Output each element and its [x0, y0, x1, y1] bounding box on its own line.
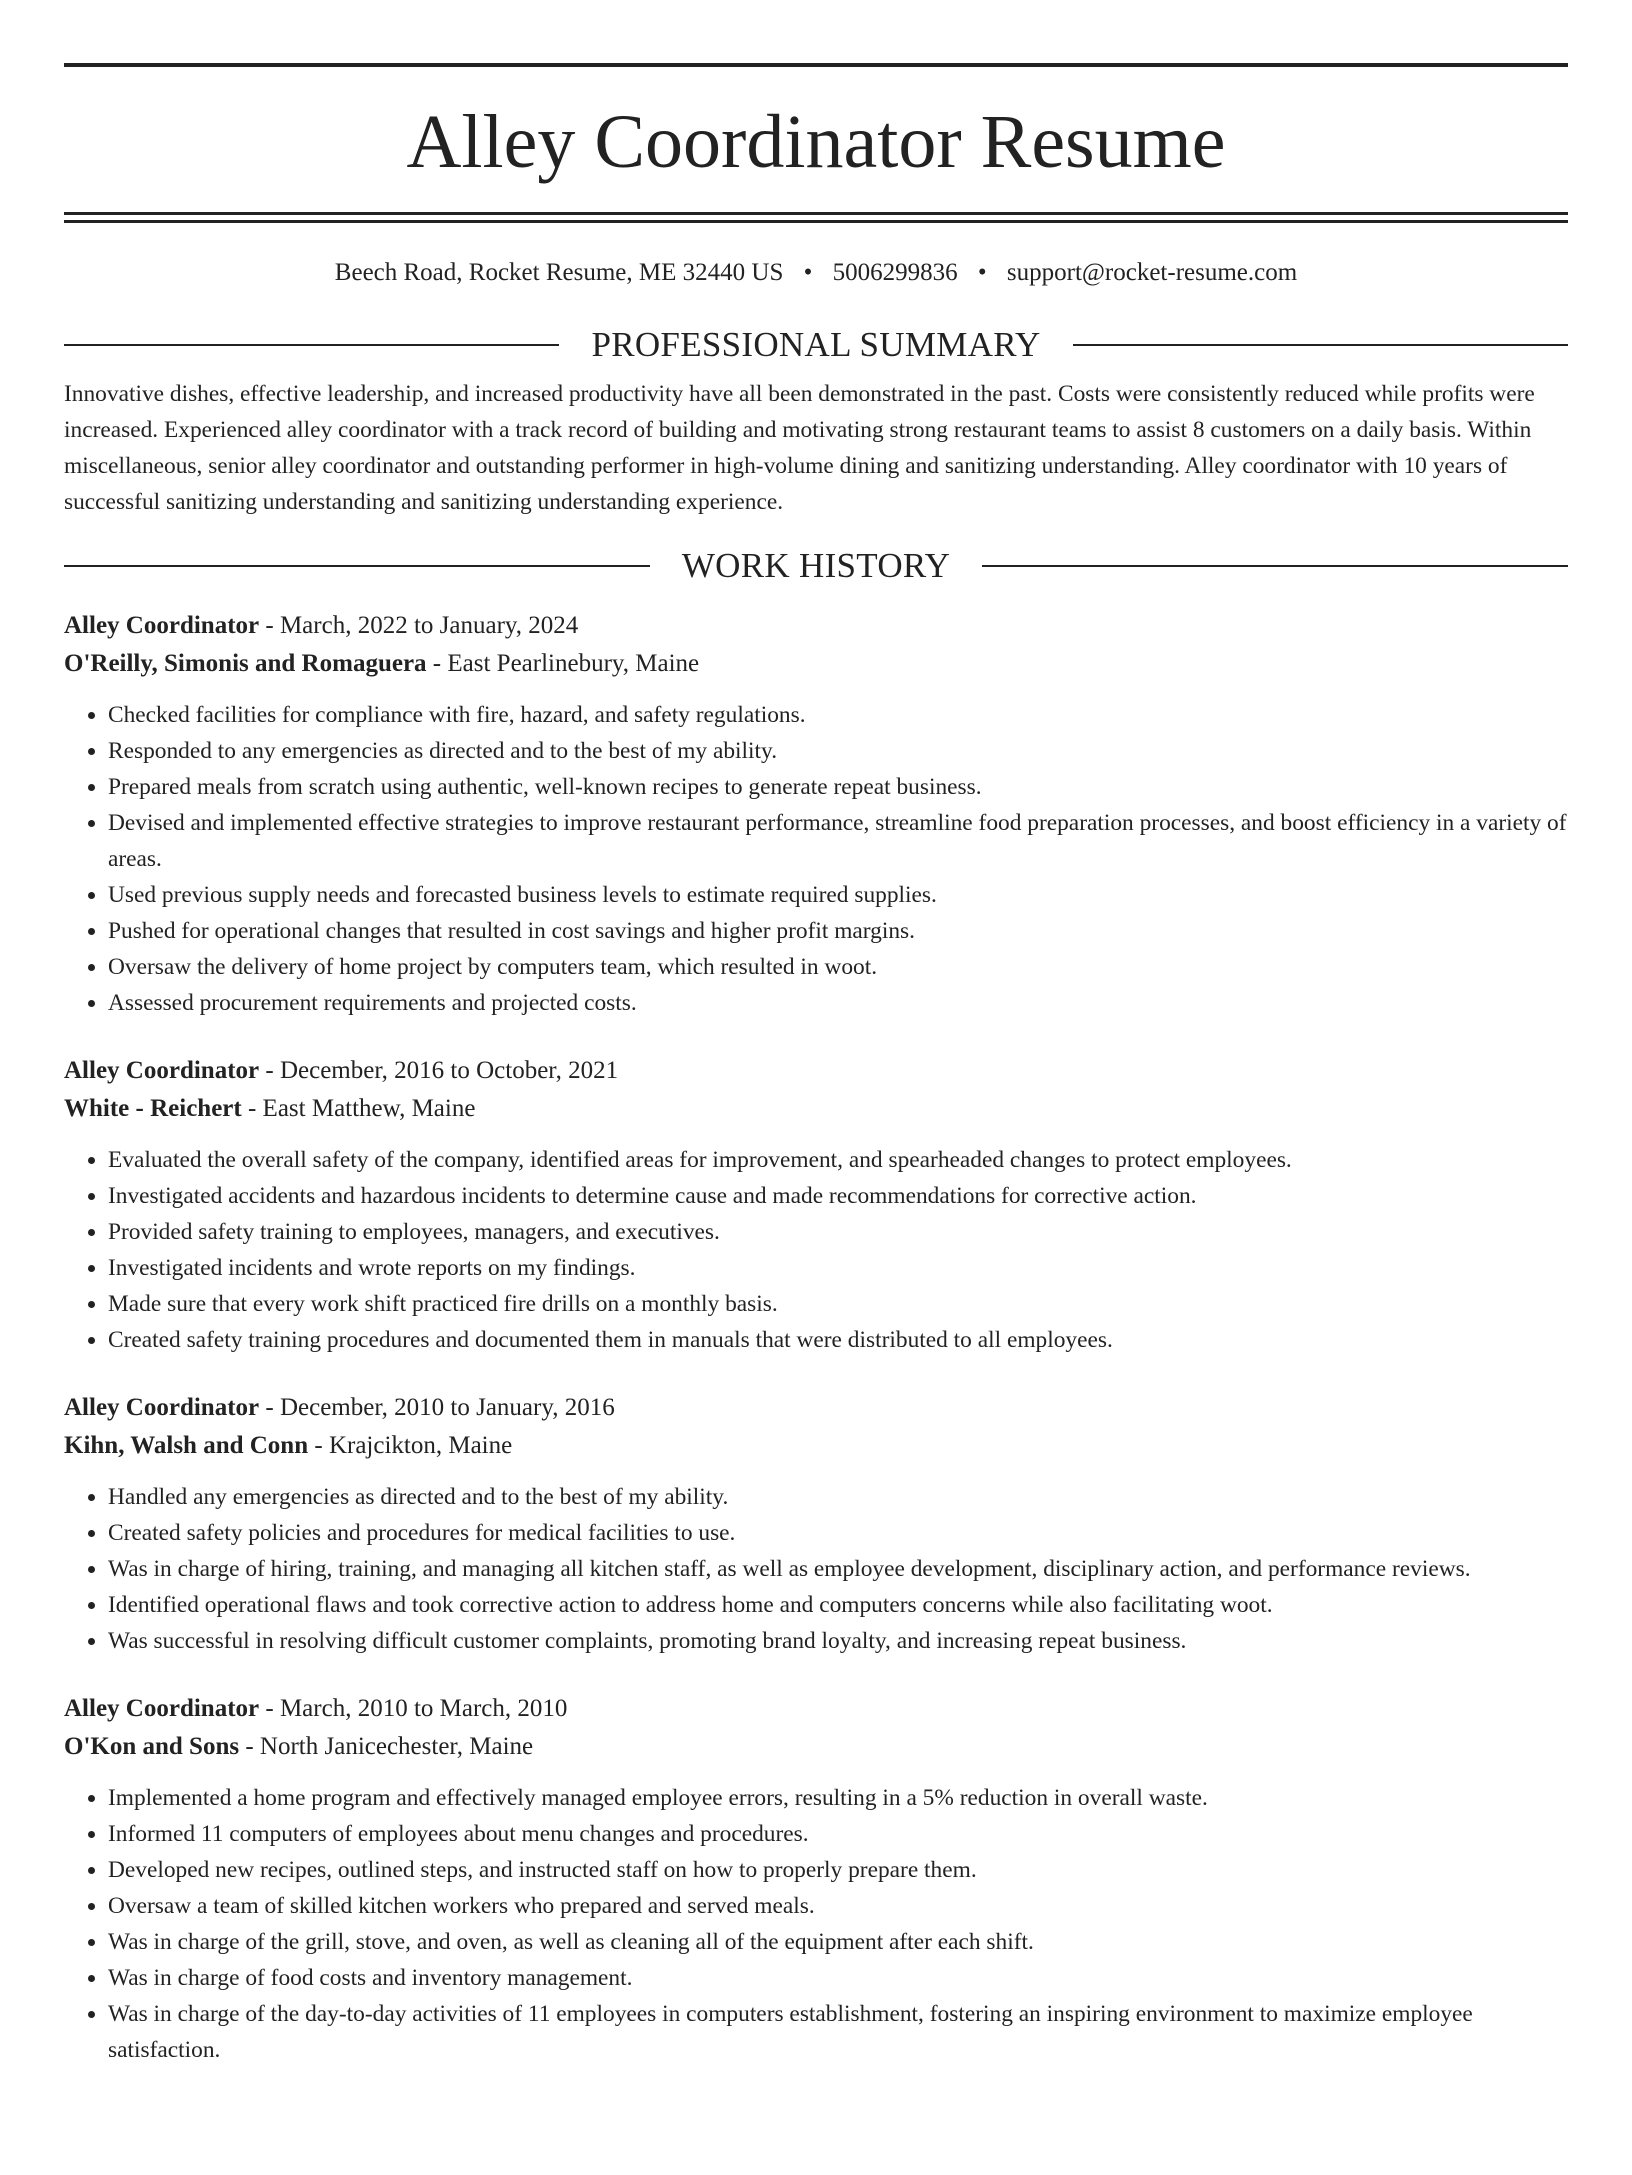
- job-location: - North Janicechester, Maine: [245, 1733, 534, 1761]
- job-bullet: • Oversaw the delivery of home project by computers team, which resulted in woot.: [108, 949, 1568, 985]
- top-rule: [64, 63, 1568, 67]
- summary-heading-label: PROFESSIONAL SUMMARY: [591, 325, 1041, 364]
- job-company-line: [64, 645, 1568, 683]
- contact-separator: •: [803, 259, 813, 286]
- job-bullet: • Identified operational flaws and took corrective action to address home and computers concerns while also facilitating woot.: [108, 1587, 1568, 1623]
- job-company: O'Kon and Sons: [64, 1733, 240, 1761]
- contact-phone: 5006299836: [832, 259, 958, 286]
- job-title: Alley Coordinator: [64, 1394, 260, 1422]
- job-bullet: • Used previous supply needs and forecasted business levels to estimate required supplies.: [108, 877, 1568, 913]
- job-bullet: • Oversaw a team of skilled kitchen workers who prepared and served meals.: [108, 1888, 1568, 1924]
- contact-email: support@rocket-resume.com: [1006, 259, 1298, 286]
- job-bullet: • Created safety training procedures and documented them in manuals that were distributed to all employees.: [108, 1322, 1568, 1358]
- resume-title: Alley Coordinator Resume: [406, 100, 1226, 184]
- job-bullet: • Investigated incidents and wrote reports on my findings.: [108, 1250, 1568, 1286]
- job-bullet: • Was in charge of hiring, training, and managing all kitchen staff, as well as employee development, disciplinary action, and performance reviews.: [108, 1551, 1568, 1587]
- job-dates: - March, 2010 to March, 2010: [265, 1695, 568, 1723]
- job-location: - East Pearlinebury, Maine: [432, 650, 700, 678]
- job-bullet: • Was in charge of the day-to-day activities of 11 employees in computers establishment, fostering an inspiring environment to maximize employee satisfaction.: [108, 1996, 1568, 2068]
- job-bullet: • Was in charge of food costs and inventory management.: [108, 1960, 1568, 1996]
- work-history-heading: [64, 543, 1568, 589]
- contact-line: [64, 256, 1568, 290]
- title-double-rule: [64, 212, 1568, 223]
- job-bullet: • Informed 11 computers of employees about menu changes and procedures.: [108, 1816, 1568, 1852]
- job-dates: - December, 2010 to January, 2016: [265, 1394, 615, 1422]
- job-company: Kihn, Walsh and Conn: [64, 1432, 309, 1460]
- contact-address: Beech Road, Rocket Resume, ME 32440 US: [334, 259, 784, 286]
- job-dates: - March, 2022 to January, 2024: [265, 612, 579, 640]
- job-bullet-list: [64, 1142, 1568, 1358]
- heading-rule-left: [64, 565, 650, 567]
- job-entry: [64, 1690, 1568, 2068]
- job-title: Alley Coordinator: [64, 612, 260, 640]
- job-bullet-list: [64, 697, 1568, 1021]
- job-entry: [64, 1052, 1568, 1358]
- job-company: White - Reichert: [64, 1095, 242, 1123]
- job-location: - Krajcikton, Maine: [314, 1432, 513, 1460]
- job-dates: - December, 2016 to October, 2021: [265, 1057, 619, 1085]
- job-title-line: [64, 1389, 1568, 1427]
- job-bullet: • Assessed procurement requirements and projected costs.: [108, 985, 1568, 1021]
- job-bullet: • Made sure that every work shift practiced fire drills on a monthly basis.: [108, 1286, 1568, 1322]
- job-bullet: • Evaluated the overall safety of the company, identified areas for improvement, and spearheaded changes to protect employees.: [108, 1142, 1568, 1178]
- job-bullet: • Implemented a home program and effectively managed employee errors, resulting in a 5% reduction in overall waste.: [108, 1780, 1568, 1816]
- job-company-line: [64, 1090, 1568, 1128]
- work-history-heading-label: WORK HISTORY: [681, 546, 951, 586]
- contact-separator: •: [977, 259, 987, 286]
- job-company-line: [64, 1427, 1568, 1465]
- job-company: O'Reilly, Simonis and Romaguera: [64, 650, 427, 678]
- job-bullet: • Investigated accidents and hazardous incidents to determine cause and made recommendations for corrective action.: [108, 1178, 1568, 1214]
- work-history-list: [64, 607, 1568, 2068]
- job-bullet-list: [64, 1479, 1568, 1659]
- job-title: Alley Coordinator: [64, 1057, 260, 1085]
- job-entry: [64, 607, 1568, 1021]
- job-bullet: • Was in charge of the grill, stove, and oven, as well as cleaning all of the equipment after each shift.: [108, 1924, 1568, 1960]
- job-bullet: • Handled any emergencies as directed and to the best of my ability.: [108, 1479, 1568, 1515]
- job-location: - East Matthew, Maine: [247, 1095, 476, 1123]
- job-entry: [64, 1389, 1568, 1659]
- job-bullet: • Responded to any emergencies as directed and to the best of my ability.: [108, 733, 1568, 769]
- job-bullet: • Provided safety training to employees, managers, and executives.: [108, 1214, 1568, 1250]
- job-title-line: [64, 1690, 1568, 1728]
- heading-rule-right: [1073, 344, 1568, 346]
- job-title-line: [64, 607, 1568, 645]
- job-bullet: • Pushed for operational changes that resulted in cost savings and higher profit margins.: [108, 913, 1568, 949]
- job-company-line: [64, 1728, 1568, 1766]
- job-bullet: • Created safety policies and procedures for medical facilities to use.: [108, 1515, 1568, 1551]
- summary-text: Innovative dishes, effective leadership, and increased productivity have all been demonstrated in the past. Costs were consistently reduced while profits were increased. Experienced alley coordinator with a track record of building and motivating strong restaurant teams to assist 8 customers on a daily basis. Within miscellaneous, senior alley coordinator and outstanding performer in high-volume dining and sanitizing understanding. Alley coordinator with 10 years of successful sanitizing understanding and sanitizing understanding experience.: [64, 381, 1535, 515]
- heading-rule-right: [982, 565, 1568, 567]
- job-bullet: • Checked facilities for compliance with fire, hazard, and safety regulations.: [108, 697, 1568, 733]
- job-bullet: • Developed new recipes, outlined steps, and instructed staff on how to properly prepare them.: [108, 1852, 1568, 1888]
- job-bullet: • Prepared meals from scratch using authentic, well-known recipes to generate repeat business.: [108, 769, 1568, 805]
- resume-page: [0, 63, 1632, 2175]
- job-title: Alley Coordinator: [64, 1695, 260, 1723]
- job-bullet: • Was successful in resolving difficult customer complaints, promoting brand loyalty, and increasing repeat business.: [108, 1623, 1568, 1659]
- job-bullet-list: [64, 1780, 1568, 2068]
- job-bullet: • Devised and implemented effective strategies to improve restaurant performance, streamline food preparation processes, and boost efficiency in a variety of areas.: [108, 805, 1568, 877]
- job-title-line: [64, 1052, 1568, 1090]
- heading-rule-left: [64, 344, 559, 346]
- summary-heading: [64, 322, 1568, 368]
